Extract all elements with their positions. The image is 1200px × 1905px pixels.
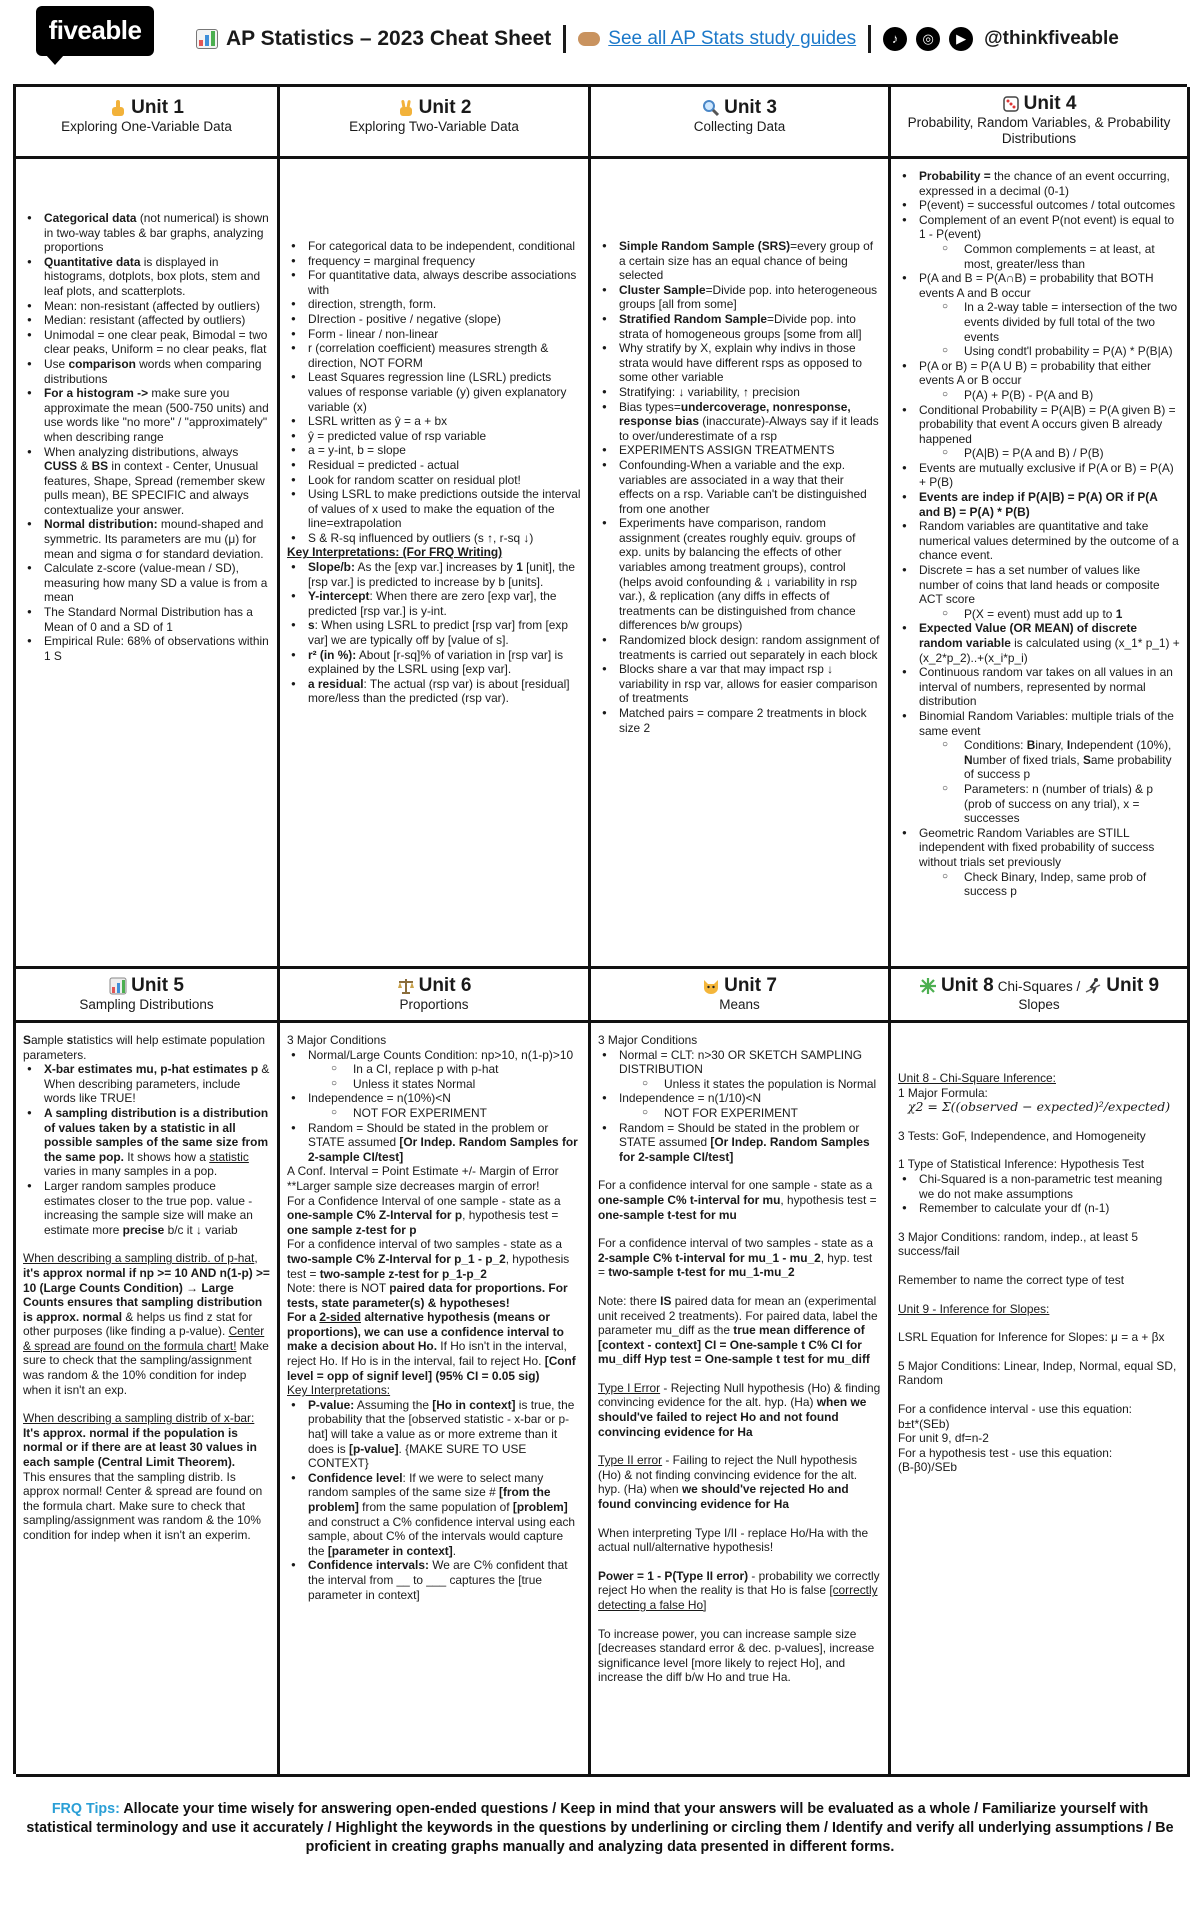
unit-subtitle: Slopes: [1018, 997, 1060, 1012]
sparkle-icon: [919, 977, 937, 995]
unit-3-cell: [591, 87, 891, 969]
unit-8-9-content: Unit 8 - Chi-Square Inference: 1 Major Formula: χ2 = Σ((observed − expected)²/expected) 3 Tests: GoF, Independence, and Homogeneity 1 Type of Statistical Inference: Hypothesis Test ● Chi-Squared is a non-parametric test meaning we do not make assumptions ● Remember to calculate your df (n-1) 3 Major Conditions: random, indep., at least 5 success/fail Remember to name the correct type of test Unit 9 - Inference for Slopes: LSRL Equation for Inference for Slopes: μ = a + βx 5 Major Conditions: Linear, Indep, Normal, equal SD, Random For a confidence interval - use this equation: b±t*(SEb) For unit 9, df=n-2 For a hypothesis test - use this equation: (B-β0)/SEb: [891, 1065, 1187, 1475]
unit-subtitle: Proportions: [399, 997, 469, 1012]
study-guides-link[interactable]: See all AP Stats study guides: [608, 28, 857, 49]
unit-7-cell: [591, 969, 891, 1777]
magnifier-icon: [702, 99, 720, 117]
unit-1-header: [16, 87, 277, 159]
frq-tips-label: FRQ Tips:: [51, 1801, 120, 1817]
divider: [868, 25, 871, 53]
unit-subtitle: Probability, Random Variables, & Probability Distributions: [907, 115, 1171, 146]
page-header: [0, 0, 1200, 84]
pointing-hand-icon: [578, 32, 600, 46]
unit-title: Unit 3: [724, 97, 777, 118]
unit-title: Unit 7: [724, 975, 777, 996]
unit-title: Unit 1: [131, 97, 184, 118]
unit-4-cell: [891, 87, 1190, 969]
unit-subtitle: Means: [719, 997, 760, 1012]
unit-1-cell: [16, 87, 280, 969]
unit-5-cell: [16, 969, 280, 1777]
page-title: AP Statistics – 2023 Cheat Sheet: [226, 27, 552, 50]
frq-tips-footer: [20, 1800, 1180, 1857]
unit-6-cell: [280, 969, 591, 1777]
unit-title-mid: Chi-Squares /: [997, 978, 1081, 994]
bar-chart-icon: [109, 977, 127, 995]
unit-1-content: ● Categorical data (not numerical) is shown in two-way tables & bar graphs, analyzing proportions ● Quantitative data is displayed in histograms, dotplots, box plots, stem and leaf plots, and scatterplots. ● Mean: non-resistant (affected by outliers) ● Median: resistant (affected by outliers) ● Unimodal = one clear peak, Bimodal = two clear peaks, Uniform = no clear peaks, flat ● Use comparison words when comparing distributions ● For a histogram -> make sure you approximate the mean (500-750 units) and use words like "no more" / "approximately" when describing range ● When analyzing distributions, always CUSS & BS in context - Center, Unusual features, Shape, Spread (remember skew pulls mean), BE SPECIFIC and always contextualize your answer. ● Normal distribution: mound-shaped and symmetric. Its parameters are mu (μ) for mean and sigma σ for standard deviation. ● Calculate z-score (value-mean / SD), measuring how many SD a value is from a mean ● The Standard Normal Distribution has a Mean of 0 and a SD of 1 ● Empirical Rule: 68% of observations within 1 S: [16, 205, 277, 663]
unit-7-content: 3 Major Conditions ● Normal = CLT: n>30 OR SKETCH SAMPLING DISTRIBUTION ○ Unless it states the population is Normal ● Independence = n(1/10)<N ○ NOT FOR EXPERIMENT ● Random = Should be stated in the problem or STATE assumed [Or Indep. Random Samples for 2-sample CI/test] For a confidence interval for one sample - state as a one-sample C% t-interval for mu, hypothesis test = one-sample t-test for mu For a confidence interval of two samples - state as a 2-sample C% t-interval for mu_1 - mu_2, hyp. test = two-sample t-test for mu_1-mu_2 Note: there IS paired data for mean an (experimental unit received 2 treatments). For paired data, label the parameter mu_diff as the true mean difference of [context - context] CI = One-sample t C% CI for mu_diff Hyp test = One-sample t test for mu_diff Type I Error - Rejecting Null hypothesis (Ho) & finding convincing evidence for the alt. hyp. (Ha) when we should've failed to reject Ho and not found convincing evidence for Ha Type II error - Failing to reject the Null hypothesis (Ho) & not finding convincing evidence for the alt. hyp. (Ha) when we should've rejected Ho and found convincing evidence for Ha When interpreting Type I/II - replace Ho/Ha with the actual null/alternative hypothesis! Power = 1 - P(Type II error) - probability we correctly reject Ho when the reality is that Ho is false [correctly detecting a false Ho] To increase power, you can increase sample size [decreases standard error & dec. p-values], increase significance level [more likely to reject Ho], and increase the diff b/w Ho and true Ha.: [591, 1027, 888, 1685]
unit-title: Unit 2: [418, 97, 472, 118]
cheat-sheet-grid: [13, 84, 1187, 1774]
tiktok-icon[interactable]: ♪: [883, 27, 907, 51]
unit-5-header: [16, 969, 277, 1023]
social-handle[interactable]: @thinkfiveable: [984, 28, 1119, 49]
header-row: [196, 22, 1119, 56]
divider: [563, 25, 566, 53]
unit-subtitle: Collecting Data: [693, 119, 786, 134]
peace-hand-icon: [397, 99, 415, 117]
instagram-icon[interactable]: ◎: [916, 27, 940, 51]
dice-icon: [1002, 95, 1020, 113]
bar-chart-icon: [196, 29, 218, 49]
unit-3-content: ● Simple Random Sample (SRS)=every group of a certain size has an equal chance of being selected ● Cluster Sample=Divide pop. into heterogeneous groups [all from some] ● Stratified Random Sample=Divide pop. into strata of homogeneous groups [some from all] ● Why stratify by X, explain why indivs in those strata would have different rsps as opposed to some other variable ● Stratifying: ↓ variability, ↑ precision ● Bias types=undercoverage, nonresponse, response bias (inaccurate)-Always say if it leads to over/underestimate of a rsp ● EXPERIMENTS ASSIGN TREATMENTS ● Confounding-When a variable and the exp. variables are associated in a way that their effects on a rsp. Variable can't be distinguished from one another ● Experiments have comparison, random assignment (creates roughly equiv. groups of exp. units by balancing the effects of other variables among treatment groups), control (helps avoid confounding & ↓ variability in rsp var.), & replication (any diffs in effects of treatments can be distinguished from chance differences b/w groups) ● Randomized block design: random assignment of treatments is carried out separately in each block ● Blocks share a var that may impact rsp ↓ variability in rsp var, allows for easier comparison of treatments ● Matched pairs = compare 2 treatments in block size 2: [591, 233, 888, 735]
cat-face-icon: [702, 977, 720, 995]
unit-8-9-cell: [891, 969, 1190, 1777]
youtube-icon[interactable]: ▶: [949, 27, 973, 51]
unit-2-header: [280, 87, 588, 159]
unit-8-9-header: [891, 969, 1187, 1023]
unit-6-header: [280, 969, 588, 1023]
unit-7-header: [591, 969, 888, 1023]
pointing-hand-icon: [109, 99, 127, 117]
unit-title: Unit 4: [1023, 93, 1077, 114]
unit-title: Unit 5: [131, 975, 184, 996]
unit-2-cell: [280, 87, 591, 969]
fiveable-logo[interactable]: [36, 6, 154, 56]
unit-title: Unit 8: [940, 975, 994, 996]
scales-icon: [397, 977, 415, 995]
unit-4-content: ● Probability = the chance of an event occurring, expressed in a decimal (0-1) ● P(event) = successful outcomes / total outcomes ● Complement of an event P(not event) is equal to 1 - P(event) ○ Common complements = at least, at most, greater/less than ● P(A and B = P(A∩B) = probability that BOTH events A and B occur ○ In a 2-way table = intersection of the two events divided by full total of the two events ○ Using condt'l probability = P(A) * P(B|A) ● P(A or B) = P(A U B) = probability that either events A or B occur ○ P(A) + P(B) - P(A and B) ● Conditional Probability = P(A|B) = P(A given B) = probability that event A occurs given B already happened ○ P(A|B) = P(A and B) / P(B) ● Events are mutually exclusive if P(A or B) = P(A) + P(B) ● Events are indep if P(A|B) = P(A) OR if P(A and B) = P(A) * P(B) ● Random variables are quantitative and take numerical values determined by the outcome of a chance event. ● Discrete = has a set number of values like number of coins that land heads or composite ACT score ○ P(X = event) must add up to 1 ● Expected Value (OR MEAN) of discrete random variable is calculated using (x_1* p_1) + (x_2*p_2)..+(x_i*p_i) ● Continuous random var takes on all values in an interval of numbers, represented by normal distribution ● Binomial Random Variables: multiple trials of the same event ○ Conditions: Binary, Independent (10%), Number of fixed trials, Same probability of success p ○ Parameters: n (number of trials) & p (prob of success on any trial), x = successes ● Geometric Random Variables are STILL independent with fixed probability of success without trials set previously ○ Check Binary, Indep, same prob of success p: [891, 163, 1187, 899]
logo-text: fiveable: [48, 15, 142, 45]
unit-subtitle: Sampling Distributions: [79, 997, 214, 1012]
unit-subtitle: Exploring One-Variable Data: [61, 119, 232, 134]
unit-6-content: 3 Major Conditions ● Normal/Large Counts Condition: np>10, n(1-p)>10 ○ In a CI, replace p with p-hat ○ Unless it states Normal ● Independence = n(10%)<N ○ NOT FOR EXPERIMENT ● Random = Should be stated in the problem or STATE assumed [Or Indep. Random Samples for 2-sample CI/test] A Conf. Interval = Point Estimate +/- Margin of Error **Larger sample size decreases margin of error! For a Confidence Interval of one sample - state as a one-sample C% Z-Interval for p, hypothesis test = one sample z-test for p For a confidence interval of two samples - state as a two-sample C% Z-Interval for p_1 - p_2, hypothesis test = two-sample z-test for p_1-p_2 Note: there is NOT paired data for proportions. For tests, state parameter(s) & hypotheses! For a 2-sided alternative hypothesis (means or proportions), we can use a confidence interval to make a decision about Ho. If Ho isn't in the interval, reject Ho. If Ho is in the interval, fail to reject Ho. [Conf level = opp of signif level] (95% CI = 0.05 sig) Key Interpretations: ● P-value: Assuming the [Ho in context] is true, the probability that the [observed statistic - x-bar or p-hat] will take a value as or more extreme than it does is [p-value]. {MAKE SURE TO USE CONTEXT} ● Confidence level: If we were to select many random samples of the same size # [from the problem] from the same population of [problem] and construct a C% confidence interval using each sample, about C% of the intervals would capture the [parameter in context]. ● Confidence intervals: We are C% confident that the interval from __ to ___ captures the [true parameter in context]: [280, 1027, 588, 1602]
unit-4-header: [891, 87, 1187, 159]
unit-3-header: [591, 87, 888, 159]
unit-title-2: Unit 9: [1106, 975, 1160, 996]
unit-5-content: Sample statistics will help estimate population parameters. ● X-bar estimates mu, p-hat estimates p & When describing parameters, include words like TRUE! ● A sampling distribution is a distribution of values taken by a statistic in all possible samples of the same size from the same pop. It shows how a statistic varies in many samples in a pop. ● Larger random samples produce estimates closer to the true pop. value - increasing the sample size will make an estimate more precise b/c it ↓ variab When describing a sampling distrib. of p-hat, it's approx normal if np >= 10 AND n(1-p) >= 10 (Large Counts Condition) → Large Counts ensures that sampling distribution is approx. normal & helps us find z stat for other purposes (like finding a p-value). Center & spread are found on the formula chart! Make sure to check that the sampling/assignment was random & the 10% condition for indep when it isn't an exp. When describing a sampling distrib of x-bar: It's approx. normal if the population is normal or if there are at least 30 values in each sample (Central Limit Theorem). This ensures that the sampling distrib. Is approx normal! Center & spread are found on the formula chart. Make sure to check that sampling/assignment was random & the 10% condition for indep when it isn't an experim.: [16, 1027, 277, 1543]
unit-title: Unit 6: [418, 975, 472, 996]
skier-icon: [1084, 977, 1102, 995]
unit-subtitle: Exploring Two-Variable Data: [349, 119, 519, 134]
frq-tips-text: Allocate your time wisely for answering open-ended questions / Keep in mind that your answers will be evaluated as a whole / Familiarize yourself with statistical terminology and use it accurately / Highlight the keywords in the questions by underlining or circling them / Identify and verify all underlying assumptions / Be proficient in creating graphs manually and analyzing data presented in different forms.: [26, 1801, 1174, 1855]
unit-2-content: ● For categorical data to be independent, conditional ● frequency = marginal frequency ● For quantitative data, always describe associations with ● direction, strength, form. ● DIrection - positive / negative (slope) ● Form - linear / non-linear ● r (correlation coefficient) measures strength & direction, NOT FORM ● Least Squares regression line (LSRL) predicts values of response variable (y) given explanatory variable (x) ● LSRL written as ŷ = a + bx ● ŷ = predicted value of rsp variable ● a = y-int, b = slope ● Residual = predicted - actual ● Look for random scatter on residual plot! ● Using LSRL to make predictions outside the interval of values of x used to make the equation of the line=extrapolation ● S & R-sq influenced by outliers (s ↑, r-sq ↓) Key Interpretations: (For FRQ Writing) ● Slope/b: As the [exp var.] increases by 1 [unit], the [rsp var.] is predicted to increase by b [units]. ● Y-intercept: When there are zero [exp var], the predicted [rsp var.] is y-int. ● s: When using LSRL to predict [rsp var] from [exp var] we are typically off by [value of s]. ● r² (in %): About [r-sq]% of variation in [rsp var] is explained by the LSRL using [exp var]. ● a residual: The actual (rsp var) is about [residual] more/less than the predicted (rsp var).: [280, 233, 588, 706]
